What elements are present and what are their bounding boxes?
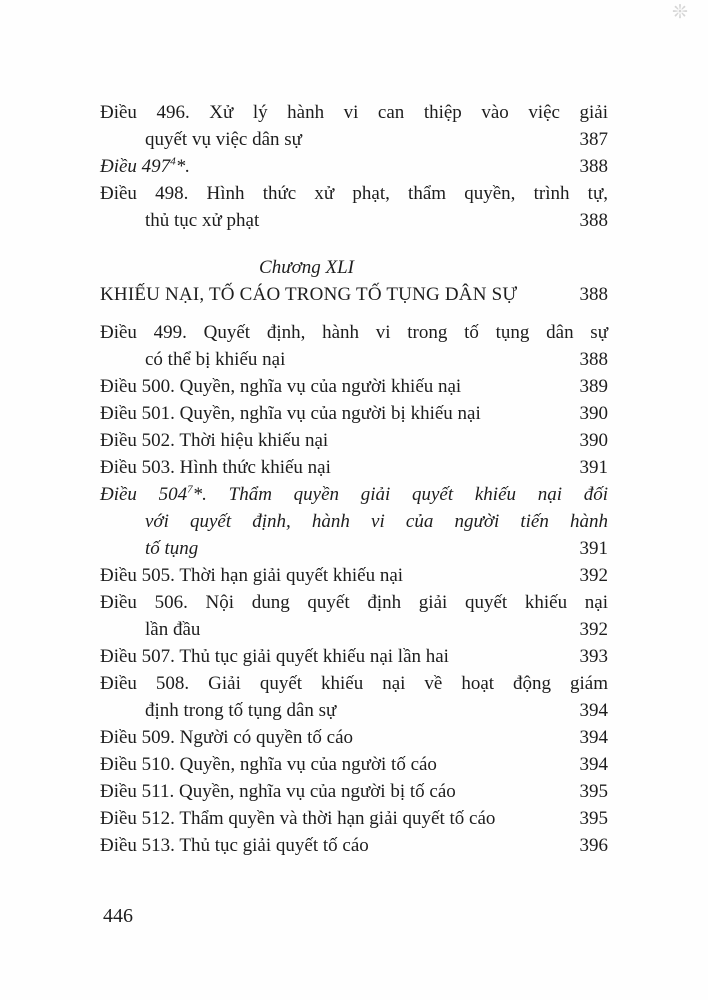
toc-page-number: 391 [579, 457, 608, 478]
toc-line [100, 481, 608, 508]
toc-line [100, 180, 608, 207]
chapter-title-line [100, 281, 608, 308]
toc-entry [100, 427, 608, 454]
toc-page-number: 388 [579, 156, 608, 177]
chapter-page-number: 388 [579, 284, 608, 305]
toc-page-number: 396 [579, 835, 608, 856]
toc-page-number: 392 [579, 619, 608, 640]
footnote-superscript: 7 [187, 483, 193, 496]
toc-page-number: 390 [579, 403, 608, 424]
toc-entry [100, 724, 608, 751]
toc-line [100, 697, 608, 724]
toc-page-number: 394 [579, 727, 608, 748]
toc-page-number: 391 [579, 538, 608, 559]
toc-line [100, 126, 608, 153]
toc-entry [100, 180, 608, 234]
toc-line-text: Điều 502. Thời hiệu khiếu nại [100, 430, 329, 451]
toc-entry [100, 481, 608, 562]
toc-line-text: thủ tục xử phạt [145, 210, 260, 231]
toc-entry [100, 153, 608, 180]
toc-entries-top [100, 99, 608, 234]
toc-entry [100, 373, 608, 400]
toc-page-number: 395 [579, 781, 608, 802]
toc-line-text: Điều 506. Nội dung quyết định giải quyết khiếu nại [100, 592, 608, 613]
toc-page-number: 395 [579, 808, 608, 829]
toc-line-text: Điều 501. Quyền, nghĩa vụ của người bị khiếu nại [100, 403, 481, 424]
toc-line-text: Điều 508. Giải quyết khiếu nại về hoạt động giám [100, 673, 608, 694]
toc-line [100, 724, 608, 751]
toc-line-text: Điều 499. Quyết định, hành vi trong tố tụng dân sự [100, 322, 608, 343]
toc-line [100, 454, 608, 481]
toc-line-text: định trong tố tụng dân sự [145, 700, 337, 721]
toc-entry [100, 778, 608, 805]
toc-line [100, 400, 608, 427]
toc-line [100, 427, 608, 454]
toc-line-text: tố tụng [145, 538, 199, 559]
toc-page-number: 394 [579, 700, 608, 721]
toc-line-text: Điều $497^4*$. [100, 155, 190, 177]
toc-line [100, 535, 608, 562]
toc-entry [100, 319, 608, 373]
toc-entry [100, 751, 608, 778]
toc-line [100, 319, 608, 346]
toc-line-text: Điều $504^7*$. Thẩm quyền giải quyết khiếu nại đối [100, 483, 608, 505]
chapter-title: KHIẾU NẠI, TỐ CÁO TRONG TỐ TỤNG DÂN SỰ [100, 284, 518, 305]
toc-page-number: 393 [579, 646, 608, 667]
toc-entry [100, 832, 608, 859]
toc-line [100, 778, 608, 805]
toc-page-number: 388 [579, 210, 608, 231]
toc-entry [100, 805, 608, 832]
toc-line [100, 562, 608, 589]
toc-line [100, 346, 608, 373]
toc-line [100, 805, 608, 832]
toc-line [100, 751, 608, 778]
toc-line-text: Điều 503. Hình thức khiếu nại [100, 457, 331, 478]
chapter-number: Chương XLI [259, 257, 354, 278]
toc-line-text: Điều 511. Quyền, nghĩa vụ của người bị tố cáo [100, 781, 456, 802]
toc-line [100, 207, 608, 234]
book-page-number: 446 [103, 905, 133, 927]
toc-line-text: Điều 505. Thời hạn giải quyết khiếu nại [100, 565, 404, 586]
toc-page-number: 392 [579, 565, 608, 586]
toc-entry [100, 670, 608, 724]
toc-entry [100, 589, 608, 643]
toc-entry [100, 454, 608, 481]
toc-entry [100, 643, 608, 670]
toc-line-text: với quyết định, hành vi của người tiến hành [145, 511, 608, 532]
toc-line [100, 373, 608, 400]
toc-page-number: 390 [579, 430, 608, 451]
toc-line [100, 832, 608, 859]
toc-line [100, 508, 608, 535]
toc-entry [100, 99, 608, 153]
toc-line-text: Điều 507. Thủ tục giải quyết khiếu nại lần hai [100, 646, 449, 667]
toc-line [100, 99, 608, 126]
toc-line [100, 153, 608, 180]
toc-entry [100, 400, 608, 427]
toc-entries-bottom [100, 319, 608, 859]
toc-page-number: 387 [579, 129, 608, 150]
footnote-superscript: 4 [170, 155, 176, 168]
toc-line-text: Điều 512. Thẩm quyền và thời hạn giải quyết tố cáo [100, 808, 496, 829]
toc-line [100, 589, 608, 616]
toc-line-text: Điều 500. Quyền, nghĩa vụ của người khiếu nại [100, 376, 462, 397]
table-of-contents [100, 99, 608, 859]
toc-line-text: có thể bị khiếu nại [145, 349, 286, 370]
toc-line-text: Điều 498. Hình thức xử phạt, thẩm quyền, trình tự, [100, 183, 608, 204]
toc-line [100, 670, 608, 697]
toc-line-text: Điều 509. Người có quyền tố cáo [100, 727, 354, 748]
toc-line-text: Điều 513. Thủ tục giải quyết tố cáo [100, 835, 369, 856]
chapter-heading [100, 254, 608, 308]
toc-entry [100, 562, 608, 589]
toc-page-number: 388 [579, 349, 608, 370]
toc-line [100, 643, 608, 670]
toc-line [100, 616, 608, 643]
toc-line-text: Điều 510. Quyền, nghĩa vụ của người tố cáo [100, 754, 437, 775]
toc-line-text: Điều 496. Xử lý hành vi can thiệp vào việc giải [100, 102, 608, 123]
toc-page-number: 389 [579, 376, 608, 397]
toc-page-number: 394 [579, 754, 608, 775]
toc-line-text: lần đầu [145, 619, 201, 640]
toc-line-text: quyết vụ việc dân sự [145, 129, 302, 150]
flower-ornament-icon: ❊ [672, 1, 688, 23]
